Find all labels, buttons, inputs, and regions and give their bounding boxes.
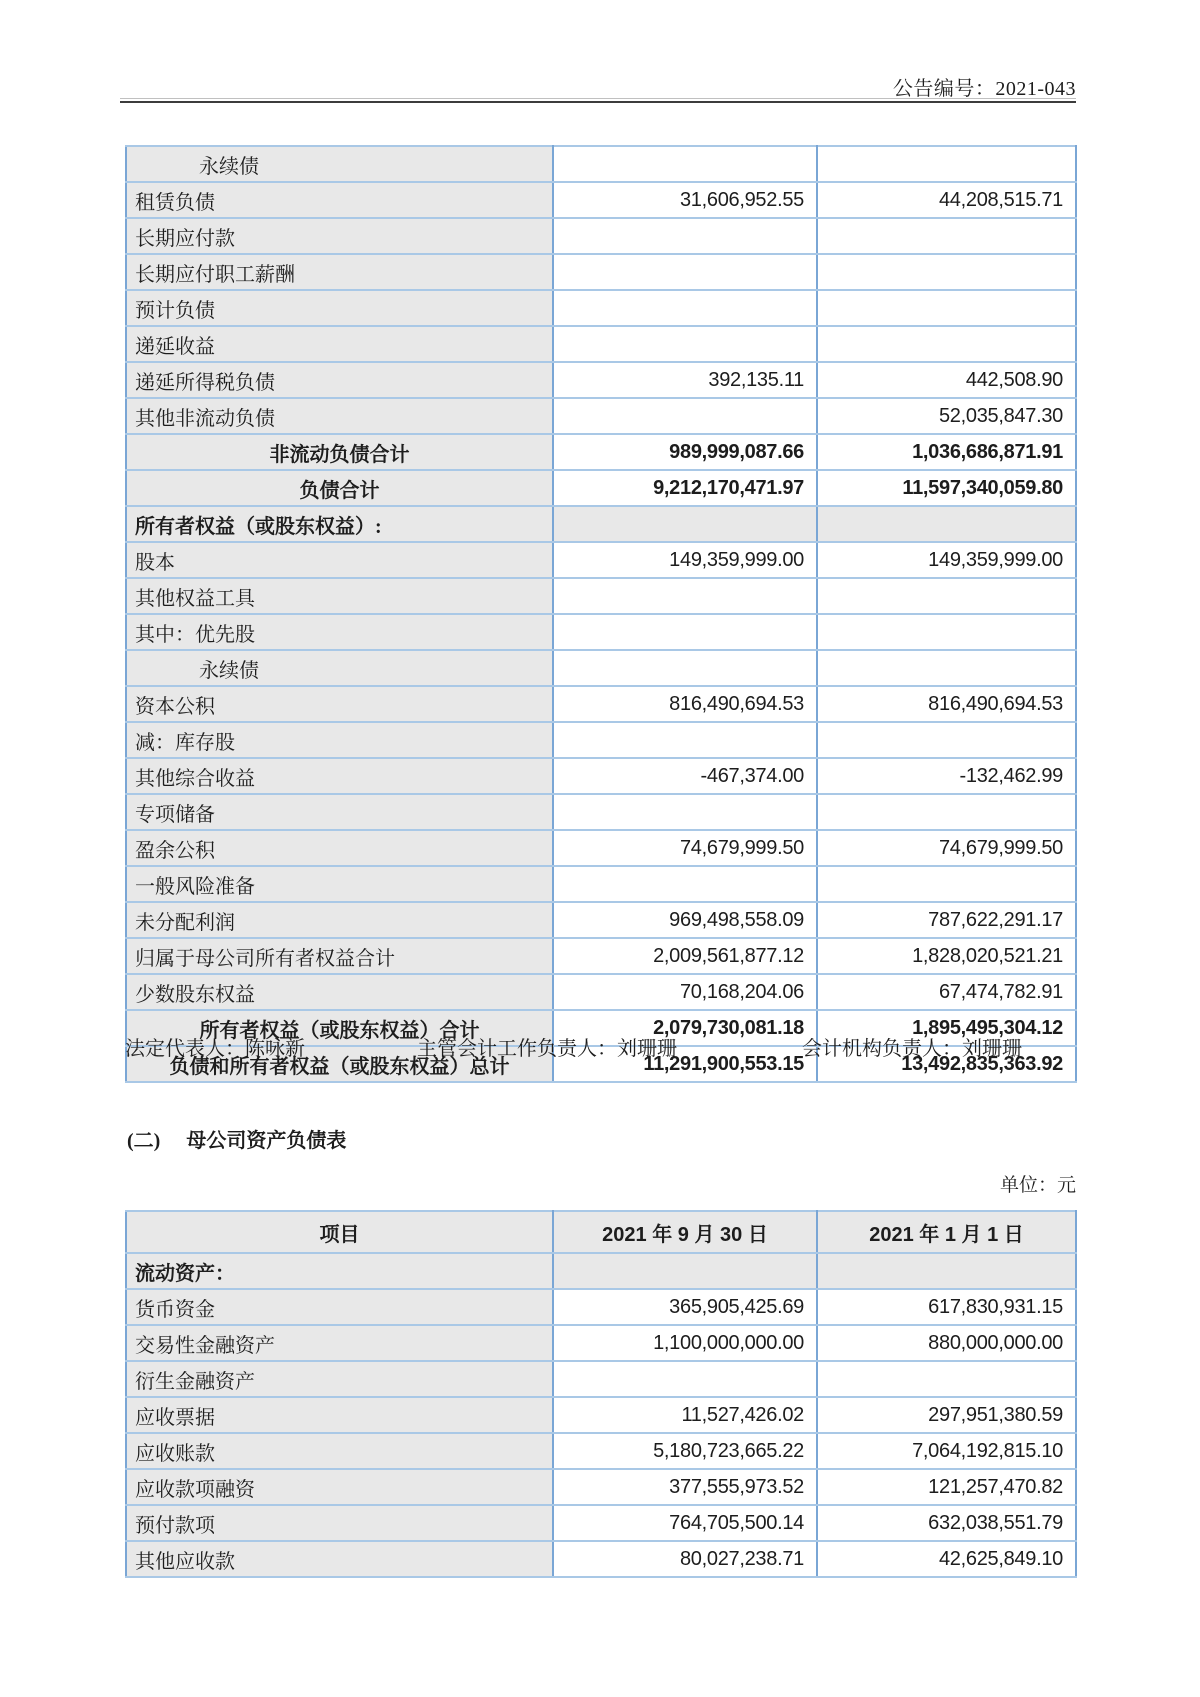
table-row	[126, 866, 1076, 902]
unit-label: 单位：元	[999, 1175, 1076, 1196]
row-value-col2: 44,208,515.71	[817, 182, 1076, 218]
row-value-col1	[553, 326, 817, 362]
table-row	[126, 974, 1076, 1010]
row-label: 其他权益工具	[126, 578, 553, 614]
legal-representative: 法定代表人：陈咏新	[125, 1038, 305, 1060]
row-value-col1: 11,527,426.02	[553, 1397, 817, 1433]
row-value-col2	[817, 722, 1076, 758]
table-row	[126, 290, 1076, 326]
row-value-col2: 787,622,291.17	[817, 902, 1076, 938]
announcement-number: 公告编号：2021-043	[892, 78, 1076, 100]
row-value-col2: -132,462.99	[817, 758, 1076, 794]
section-heading	[127, 1124, 346, 1153]
table-row	[126, 146, 1076, 182]
row-label: 永续债	[126, 650, 553, 686]
table-row	[126, 1253, 1076, 1289]
table-row	[126, 254, 1076, 290]
row-value-col2: 617,830,931.15	[817, 1289, 1076, 1325]
row-value-col2: 1,036,686,871.91	[817, 434, 1076, 470]
row-label: 归属于母公司所有者权益合计	[126, 938, 553, 974]
row-value-col1	[553, 506, 817, 542]
row-value-col1	[553, 1361, 817, 1397]
row-value-col1	[553, 866, 817, 902]
table-row	[126, 938, 1076, 974]
row-label: 资本公积	[126, 686, 553, 722]
row-value-col2	[817, 866, 1076, 902]
table-row	[126, 506, 1076, 542]
row-value-col1	[553, 254, 817, 290]
row-value-col1: 2,079,730,081.18	[553, 1010, 817, 1046]
table-row	[126, 1397, 1076, 1433]
row-value-col1: 764,705,500.14	[553, 1505, 817, 1541]
row-value-col2: 880,000,000.00	[817, 1325, 1076, 1361]
row-value-col2: 7,064,192,815.10	[817, 1433, 1076, 1469]
row-label: 其他综合收益	[126, 758, 553, 794]
table-row	[126, 1469, 1076, 1505]
row-value-col1	[553, 146, 817, 182]
row-value-col2: 42,625,849.10	[817, 1541, 1076, 1577]
row-label: 衍生金融资产	[126, 1361, 553, 1397]
row-value-col2: 816,490,694.53	[817, 686, 1076, 722]
table-row	[126, 542, 1076, 578]
row-value-col1	[553, 614, 817, 650]
table-row	[126, 1289, 1076, 1325]
table-row	[126, 434, 1076, 470]
row-value-col1	[553, 218, 817, 254]
table-row	[126, 1505, 1076, 1541]
row-value-col1: 989,999,087.66	[553, 434, 817, 470]
table-row	[126, 1541, 1076, 1577]
row-value-col1: 31,606,952.55	[553, 182, 817, 218]
row-label: 预付款项	[126, 1505, 553, 1541]
chief-accounting-officer: 主管会计工作负责人：刘珊珊	[417, 1038, 677, 1060]
row-label: 其他应收款	[126, 1541, 553, 1577]
row-label: 未分配利润	[126, 902, 553, 938]
row-value-col1: 816,490,694.53	[553, 686, 817, 722]
row-label: 负债合计	[126, 470, 553, 506]
table-row	[126, 1433, 1076, 1469]
row-value-col1: 1,100,000,000.00	[553, 1325, 817, 1361]
row-value-col2	[817, 218, 1076, 254]
row-value-col2: 13,492,835,363.92	[817, 1046, 1076, 1082]
row-value-col2: 1,895,495,304.12	[817, 1010, 1076, 1046]
row-value-col2: 1,828,020,521.21	[817, 938, 1076, 974]
table-row	[126, 1325, 1076, 1361]
row-value-col1	[553, 290, 817, 326]
row-label: 股本	[126, 542, 553, 578]
row-value-col2: 52,035,847.30	[817, 398, 1076, 434]
table-body	[126, 1253, 1076, 1577]
table-row	[126, 758, 1076, 794]
row-value-col2: 121,257,470.82	[817, 1469, 1076, 1505]
column-header-date-2: 2021 年 1 月 1 日	[817, 1211, 1076, 1253]
table-row	[126, 326, 1076, 362]
table-row	[126, 902, 1076, 938]
table-row	[126, 218, 1076, 254]
table-row	[126, 650, 1076, 686]
row-value-col1: 2,009,561,877.12	[553, 938, 817, 974]
row-value-col1: -467,374.00	[553, 758, 817, 794]
row-label: 预计负债	[126, 290, 553, 326]
row-value-col1: 969,498,558.09	[553, 902, 817, 938]
table-row	[126, 1361, 1076, 1397]
row-label: 所有者权益（或股东权益）:	[126, 506, 553, 542]
row-value-col2	[817, 578, 1076, 614]
row-value-col2	[817, 650, 1076, 686]
row-label: 盈余公积	[126, 830, 553, 866]
row-label: 其中：优先股	[126, 614, 553, 650]
row-value-col1: 74,679,999.50	[553, 830, 817, 866]
row-label: 所有者权益（或股东权益）合计	[126, 1010, 553, 1046]
row-label: 货币资金	[126, 1289, 553, 1325]
row-label: 永续债	[126, 146, 553, 182]
row-label: 非流动负债合计	[126, 434, 553, 470]
row-value-col2	[817, 1253, 1076, 1289]
row-value-col1: 149,359,999.00	[553, 542, 817, 578]
row-value-col2	[817, 506, 1076, 542]
row-value-col1: 70,168,204.06	[553, 974, 817, 1010]
row-value-col2: 11,597,340,059.80	[817, 470, 1076, 506]
row-value-col1: 80,027,238.71	[553, 1541, 817, 1577]
row-value-col2: 149,359,999.00	[817, 542, 1076, 578]
row-value-col2: 297,951,380.59	[817, 1397, 1076, 1433]
row-value-col1: 5,180,723,665.22	[553, 1433, 817, 1469]
row-value-col2	[817, 290, 1076, 326]
table-row	[126, 182, 1076, 218]
row-label: 减：库存股	[126, 722, 553, 758]
accounting-dept-head: 会计机构负责人：刘珊珊	[802, 1038, 1022, 1060]
row-value-col1	[553, 794, 817, 830]
row-value-col2: 67,474,782.91	[817, 974, 1076, 1010]
row-label: 一般风险准备	[126, 866, 553, 902]
row-label: 专项储备	[126, 794, 553, 830]
row-value-col1: 11,291,900,553.15	[553, 1046, 817, 1082]
row-value-col2	[817, 254, 1076, 290]
row-label: 递延收益	[126, 326, 553, 362]
column-header-date-1: 2021 年 9 月 30 日	[553, 1211, 817, 1253]
row-label: 流动资产：	[126, 1253, 553, 1289]
row-label: 租赁负债	[126, 182, 553, 218]
row-label: 长期应付职工薪酬	[126, 254, 553, 290]
section-title: 母公司资产负债表	[186, 1130, 347, 1152]
row-value-col1	[553, 398, 817, 434]
consolidated-balance-sheet-table	[125, 145, 1077, 1083]
row-value-col2	[817, 326, 1076, 362]
row-label: 其他非流动负债	[126, 398, 553, 434]
row-label: 负债和所有者权益（或股东权益）总计	[126, 1046, 553, 1082]
table-row	[126, 686, 1076, 722]
row-value-col1	[553, 722, 817, 758]
table-row	[126, 362, 1076, 398]
table-row	[126, 722, 1076, 758]
row-value-col1: 9,212,170,471.97	[553, 470, 817, 506]
table-row	[126, 398, 1076, 434]
row-value-col1	[553, 1253, 817, 1289]
row-value-col1: 377,555,973.52	[553, 1469, 817, 1505]
table-row	[126, 794, 1076, 830]
row-value-col2	[817, 146, 1076, 182]
table-header-row	[126, 1211, 1076, 1253]
row-label: 应收账款	[126, 1433, 553, 1469]
row-label: 交易性金融资产	[126, 1325, 553, 1361]
row-value-col2	[817, 794, 1076, 830]
section-index: (二)	[127, 1130, 161, 1152]
row-value-col1	[553, 578, 817, 614]
row-value-col2: 632,038,551.79	[817, 1505, 1076, 1541]
table-row	[126, 470, 1076, 506]
row-label: 少数股东权益	[126, 974, 553, 1010]
row-value-col1	[553, 650, 817, 686]
header-rule	[120, 98, 1076, 103]
table-row	[126, 830, 1076, 866]
row-label: 长期应付款	[126, 218, 553, 254]
row-label: 应收款项融资	[126, 1469, 553, 1505]
row-value-col1: 365,905,425.69	[553, 1289, 817, 1325]
row-value-col1: 392,135.11	[553, 362, 817, 398]
row-value-col2	[817, 614, 1076, 650]
row-value-col2: 442,508.90	[817, 362, 1076, 398]
column-header-item: 项目	[126, 1211, 553, 1253]
row-label: 应收票据	[126, 1397, 553, 1433]
row-value-col2: 74,679,999.50	[817, 830, 1076, 866]
row-value-col2	[817, 1361, 1076, 1397]
parent-company-balance-sheet-table	[125, 1210, 1077, 1578]
table-row	[126, 614, 1076, 650]
table-body	[126, 146, 1076, 1082]
row-label: 递延所得税负债	[126, 362, 553, 398]
table-row	[126, 578, 1076, 614]
